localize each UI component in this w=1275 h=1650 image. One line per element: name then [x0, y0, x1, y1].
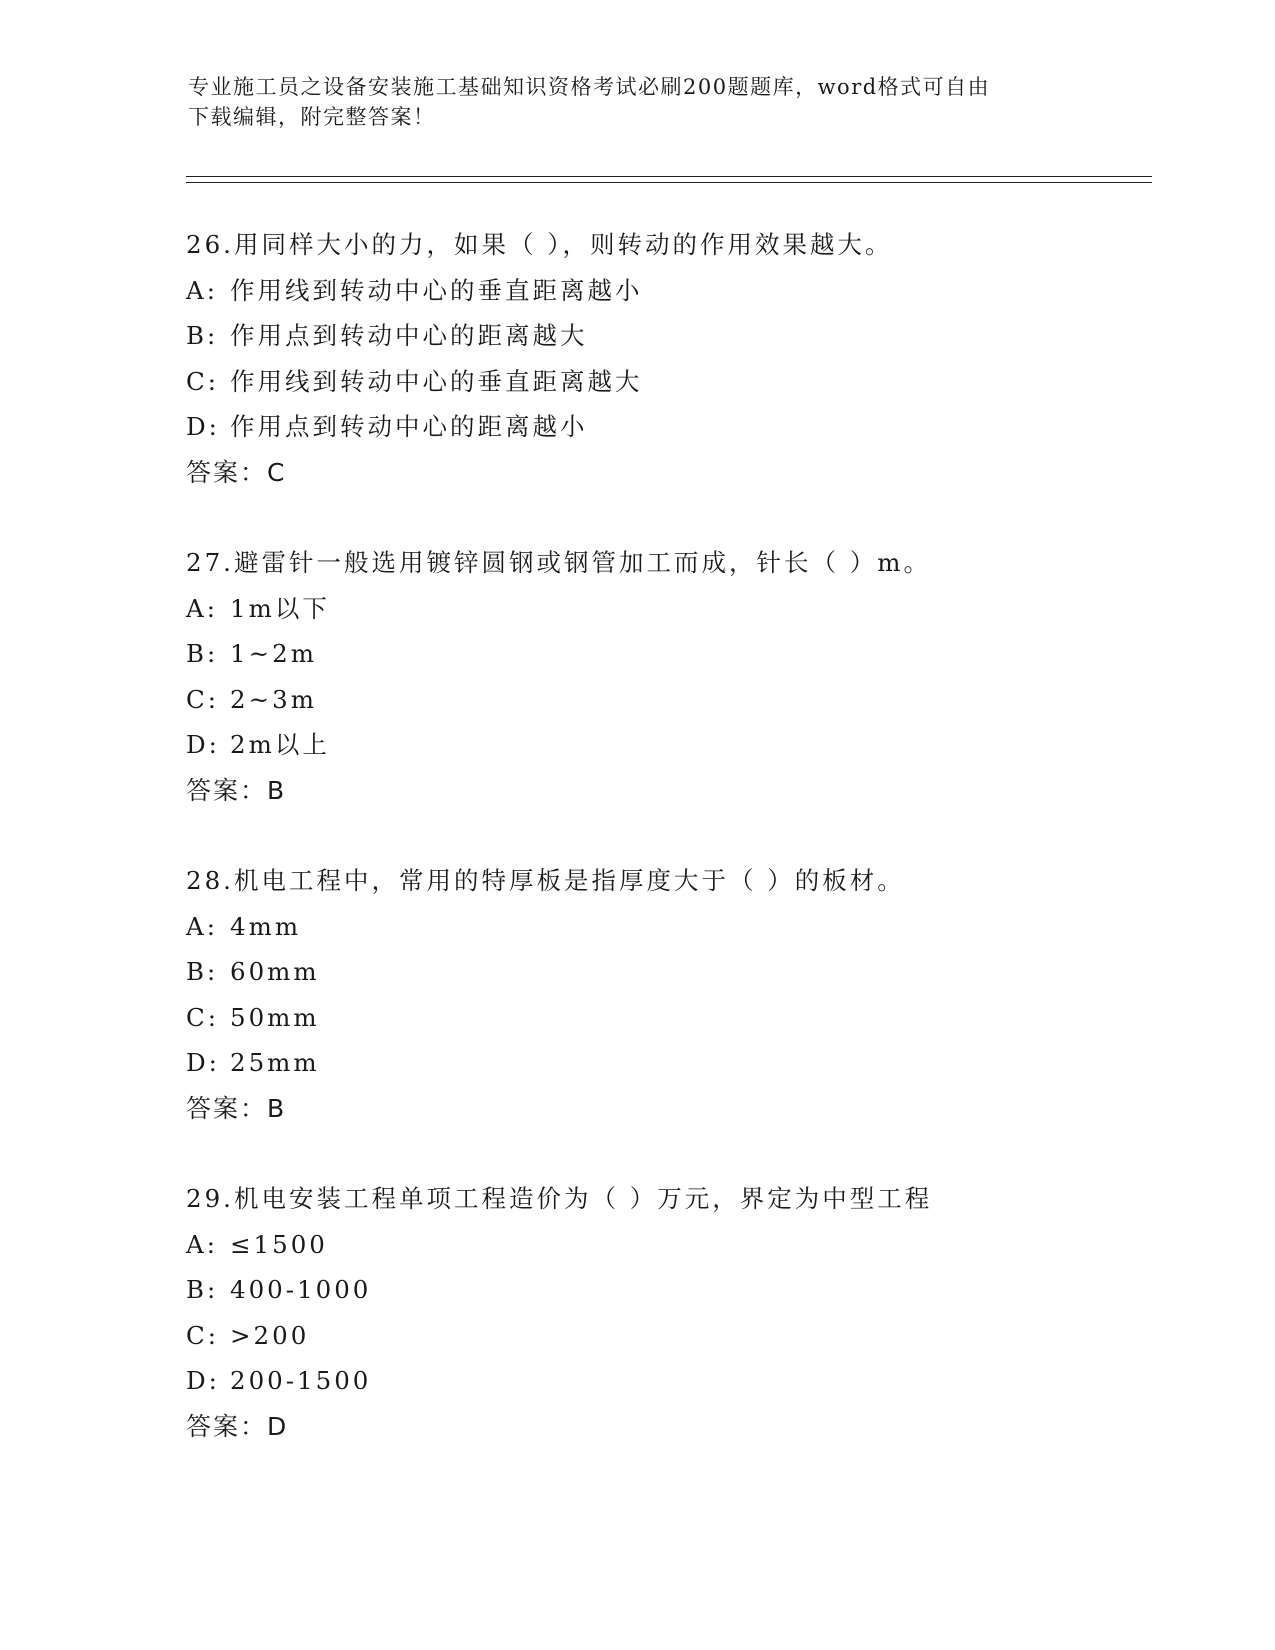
option-text: 作用线到转动中心的垂直距离越小: [230, 275, 643, 305]
option-text: 1~2m: [230, 639, 317, 669]
option-label: C:: [186, 684, 220, 714]
option-d: [186, 1358, 1186, 1404]
option-label: C:: [186, 1002, 220, 1032]
option-c: [186, 995, 1186, 1041]
question-26: [186, 222, 1186, 496]
option-text: 200-1500: [230, 1366, 372, 1396]
answer-line: 答案：D: [186, 1411, 289, 1441]
option-text: 50mm: [230, 1002, 320, 1032]
option-a: [186, 904, 1186, 950]
question-stem: 26.用同样大小的力，如果（ ），则转动的作用效果越大。: [186, 230, 893, 259]
document-header: [188, 72, 1088, 132]
option-b: [186, 631, 1186, 677]
option-text: 作用点到转动中心的距离越小: [230, 412, 588, 442]
option-text: 2m以上: [230, 730, 330, 760]
option-text: 作用线到转动中心的垂直距离越大: [230, 366, 643, 396]
option-label: D:: [186, 730, 220, 760]
option-c: [186, 359, 1186, 405]
option-a: [186, 586, 1186, 632]
question-27: [186, 540, 1186, 814]
header-divider-top: [186, 176, 1152, 177]
option-d: [186, 1040, 1186, 1086]
option-text: 400-1000: [230, 1275, 372, 1305]
option-label: A:: [186, 275, 218, 305]
option-d: [186, 722, 1186, 768]
option-label: B:: [186, 957, 219, 987]
question-stem: 29.机电安装工程单项工程造价为（ ）万元，界定为中型工程: [186, 1184, 933, 1213]
option-text: 作用点到转动中心的距离越大: [230, 321, 588, 351]
option-text: >200: [230, 1320, 310, 1350]
option-b: [186, 313, 1186, 359]
option-label: C:: [186, 1320, 220, 1350]
option-label: A:: [186, 1229, 218, 1259]
option-label: B:: [186, 321, 219, 351]
option-label: D:: [186, 412, 220, 442]
option-text: 2~3m: [230, 684, 317, 714]
option-text: 60mm: [230, 957, 320, 987]
option-a: [186, 1222, 1186, 1268]
option-a: [186, 268, 1186, 314]
header-title-line-2: 下载编辑，附完整答案！: [188, 105, 436, 129]
option-label: B:: [186, 639, 219, 669]
answer-line: 答案：B: [186, 775, 287, 805]
header-title-line-1: 专业施工员之设备安装施工基础知识资格考试必刷200题题库，word格式可自由: [188, 75, 991, 99]
option-text: 4mm: [230, 911, 302, 941]
option-text: ≤1500: [230, 1229, 328, 1259]
question-28: [186, 858, 1186, 1132]
option-text: 25mm: [230, 1048, 320, 1078]
option-b: [186, 949, 1186, 995]
option-label: A:: [186, 911, 218, 941]
option-label: B:: [186, 1275, 219, 1305]
option-c: [186, 1313, 1186, 1359]
answer-line: 答案：C: [186, 457, 287, 487]
question-29: [186, 1176, 1186, 1450]
option-label: C:: [186, 366, 220, 396]
answer-line: 答案：B: [186, 1093, 287, 1123]
option-d: [186, 404, 1186, 450]
question-stem: 28.机电工程中，常用的特厚板是指厚度大于（ ）的板材。: [186, 866, 905, 895]
option-label: D:: [186, 1048, 220, 1078]
header-divider-bottom: [186, 182, 1152, 183]
option-c: [186, 677, 1186, 723]
option-text: 1m以下: [230, 593, 330, 623]
question-stem: 27.避雷针一般选用镀锌圆钢或钢管加工而成，针长（ ）m。: [186, 548, 931, 577]
option-label: A:: [186, 593, 218, 623]
option-label: D:: [186, 1366, 220, 1396]
option-b: [186, 1267, 1186, 1313]
